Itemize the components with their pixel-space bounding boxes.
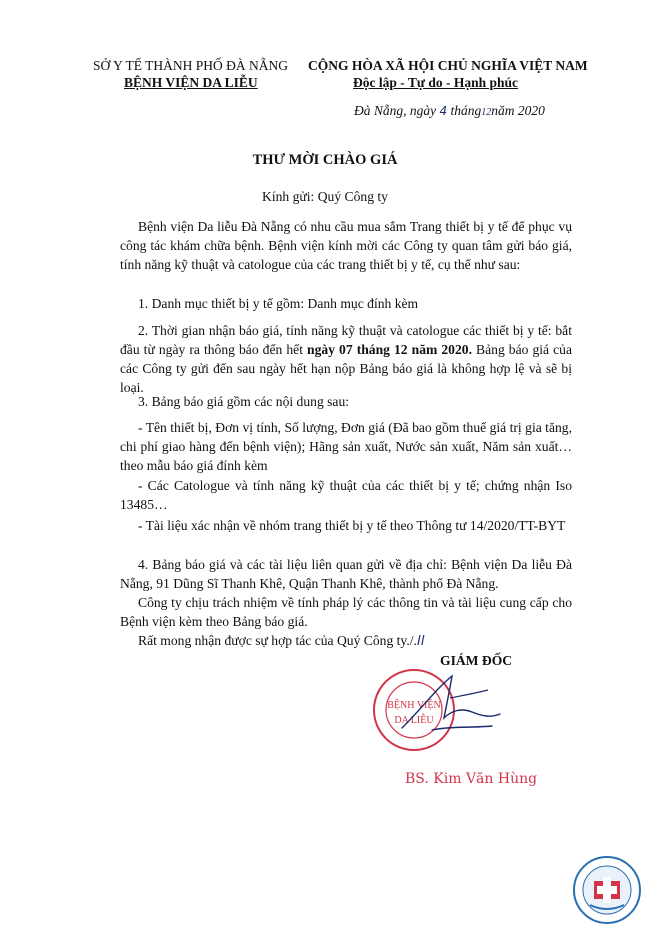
seal-text-2: DA LIỄU [394,715,434,726]
responsibility-paragraph: Công ty chịu trách nhiệm về tính pháp lý các thông tin và tài liệu cung cấp cho Bệnh viện kèm theo Bảng báo giá. [120,595,572,629]
signer-name: BS. Kim Văn Hùng [405,771,538,787]
date-year: năm 2020 [491,103,545,118]
national-title: CỘNG HÒA XÃ HỘI CHỦ NGHĨA VIỆT NAM [308,58,588,73]
item-4: 4. Bảng báo giá và các tài liệu liên quan gửi về địa chỉ: Bệnh viện Da liễu Đà Nẵng, 91 Dũng Sĩ Thanh Khê, Quận Thanh Khê, thành phố Đà Nẵng. [120,557,572,591]
item-3-c: - Tài liệu xác nhận về nhóm trang thiết bị y tế theo Thông tư 14/2020/TT-BYT [138,518,566,533]
item-3-b: - Các Catologue và tính năng kỹ thuật của các thiết bị y tế; chứng nhận Iso 13485… [120,478,572,512]
date-line [354,103,545,119]
item-2: 2. Thời gian nhận báo giá, tính năng kỹ thuật và catologue các thiết bị y tế: bắt đầu từ ngày ra thông báo đến hết ngày 07 tháng 12 năm 2020. Bảng báo giá của các Công ty gửi đến sau ngày hết hạn nộp Bảng báo giá là không hợp lệ và sẽ bị loại. [120,323,573,395]
national-motto: Độc lập - Tự do - Hạnh phúc [353,75,519,90]
signer-position: GIÁM ĐỐC [440,653,513,668]
handwritten-signature [392,668,512,748]
intro-paragraph: Bệnh viện Da liễu Đà Nẵng có nhu cầu mua sắm Trang thiết bị y tế để phục vụ công tác khám chữa bệnh. Bệnh viện kính mời các Công ty quan tâm gửi báo giá, tính năng kỹ thuật và catologue của các trang thiết bị y tế, cụ thể như sau: [120,219,572,272]
date-month-label: tháng [450,103,482,118]
item-3: 3. Bảng báo giá gồm các nội dung sau: [138,394,350,409]
document-title: THƯ MỜI CHÀO GIÁ [252,152,398,168]
item-3-a: - Tên thiết bị, Đơn vị tính, Số lượng, Đơn giá (Đã bao gồm thuế giá trị gia tăng, chi phí giao hàng đến bệnh viện); Hãng sản xuất, Nước sản xuất, Năm sản xuất… theo mẫu báo giá đính kèm [120,420,572,473]
hospital-name: BỆNH VIỆN DA LIỄU [124,75,258,90]
closing-line: Rất mong nhận được sự hợp tác của Quý Công ty./.ll [138,633,425,649]
item-1: 1. Danh mục thiết bị y tế gồm: Danh mục đính kèm [138,296,419,311]
date-prefix: Đà Nẵng, ngày [354,103,437,118]
agency-name: SỞ Y TẾ THÀNH PHỐ ĐÀ NẴNG [93,58,289,73]
date-day: 4 [439,104,448,118]
greeting: Kính gửi: Quý Công ty [262,189,388,204]
hospital-logo-icon [572,855,642,925]
date-month: 12 [481,107,492,118]
seal-text-1: BỆNH VIỆN [387,700,441,711]
